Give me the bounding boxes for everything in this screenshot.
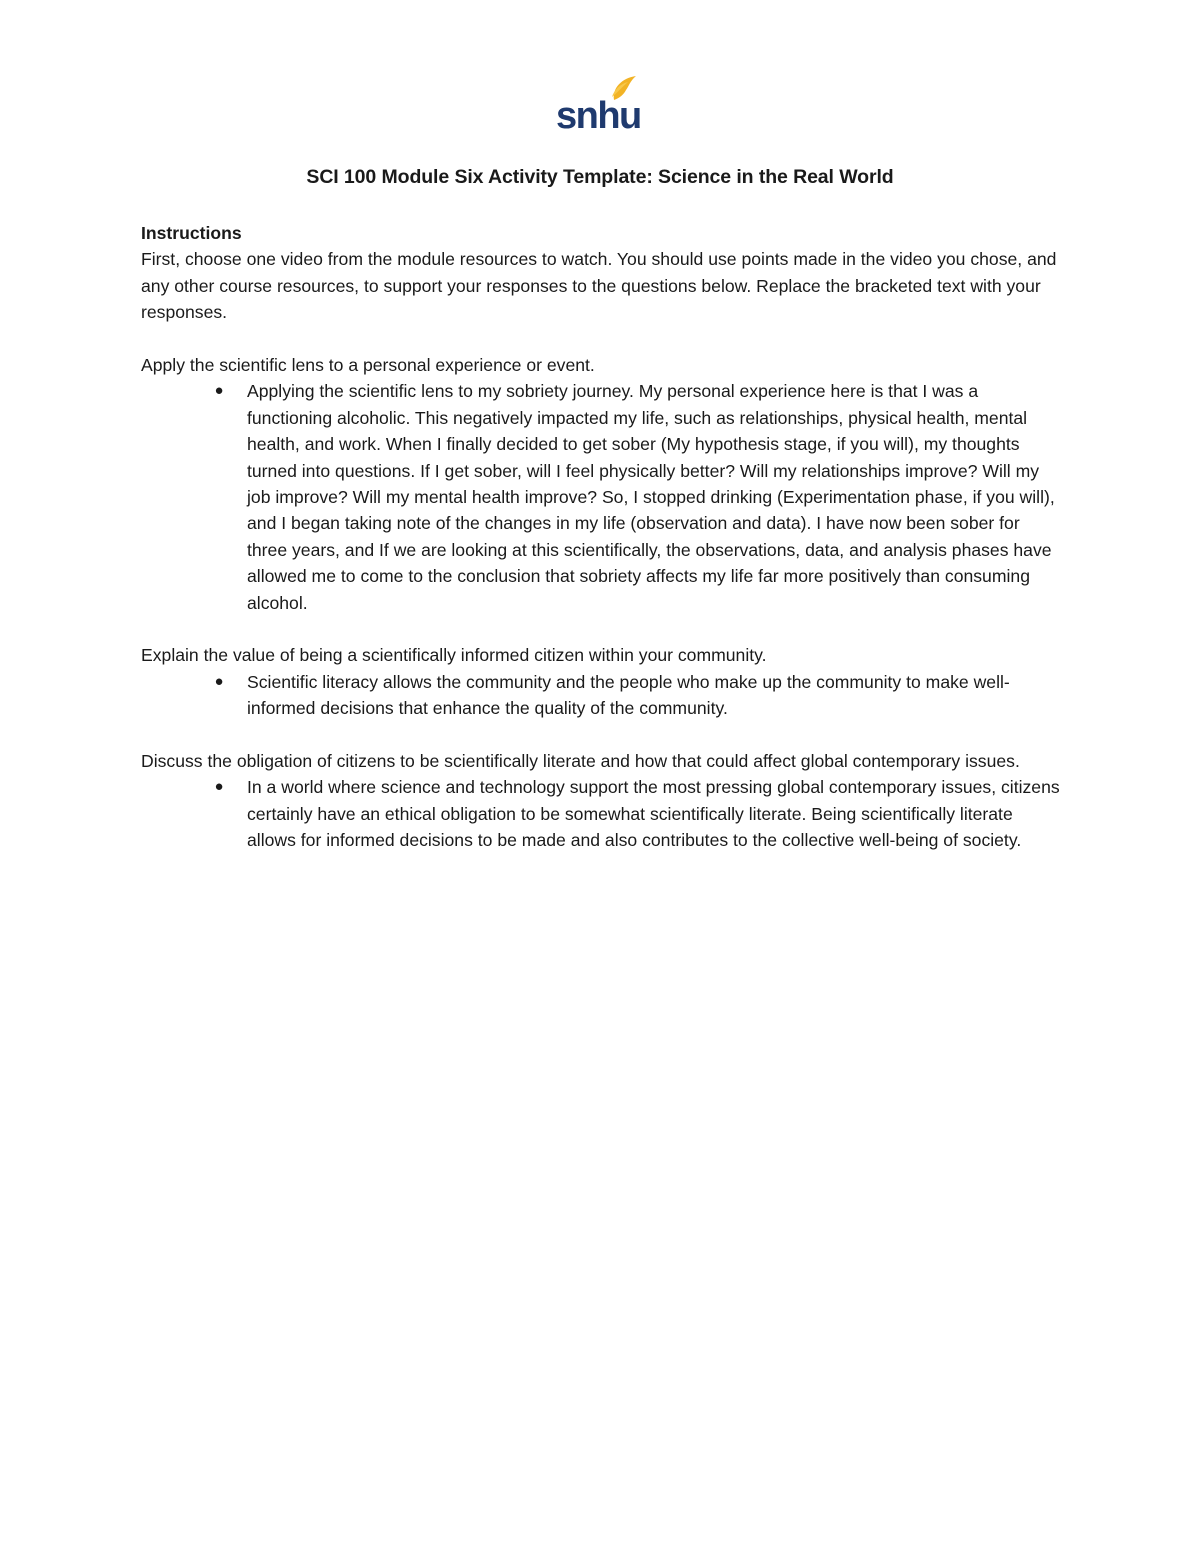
- document-title: SCI 100 Module Six Activity Template: Science in the Real World: [306, 166, 894, 188]
- question-response: In a world where science and technology support the most pressing global contemporary issues, citizens certainly have an ethical obligation to be somewhat scientifically literate. Being scientifically literate allows for informed decisions to be made and also contributes to the collective well-being of society.: [247, 777, 1060, 851]
- question-prompt: Apply the scientific lens to a personal experience or event.: [141, 355, 595, 376]
- bullet-icon: ●: [214, 778, 224, 796]
- list-item: [141, 378, 1061, 616]
- snhu-logo: [552, 72, 642, 134]
- question-response: Scientific literacy allows the community and the people who make up the community to make well-informed decisions that enhance the quality of the community.: [247, 671, 1010, 719]
- question-prompt: Explain the value of being a scientifically informed citizen within your community.: [141, 645, 767, 666]
- instructions-heading: Instructions: [141, 223, 242, 243]
- list-item: [141, 669, 1061, 722]
- instructions-text: First, choose one video from the module resources to watch. You should use points made in the video you chose, and any other course resources, to support your responses to the questions below. Replace the bracketed text with your responses.: [141, 249, 1057, 323]
- bullet-icon: ●: [214, 382, 224, 400]
- question-response: Applying the scientific lens to my sobriety journey. My personal experience here is that I was a functioning alcoholic. This negatively impacted my life, such as relationships, physical health, mental health, and work. When I finally decided to get sober (My hypothesis stage, if you will), my thoughts turned into questions. If I get sober, will I feel physically better? Will my relationships improve? Will my job improve? Will my mental health improve? So, I stopped drinking (Experimentation phase, if you will), and I began taking note of the changes in my life (observation and data). I have now been sober for three years, and If we are looking at this scientifically, the observations, data, and analysis phases have allowed me to come to the conclusion that sobriety affects my life far more positively than consuming alcohol.: [247, 381, 1055, 613]
- logo-wordmark: snhu: [556, 95, 641, 134]
- question-prompt: Discuss the obligation of citizens to be scientifically literate and how that could affect global contemporary issues.: [141, 751, 1020, 772]
- document-body: [141, 220, 1061, 854]
- bullet-icon: ●: [214, 672, 224, 690]
- list-item: [141, 774, 1061, 853]
